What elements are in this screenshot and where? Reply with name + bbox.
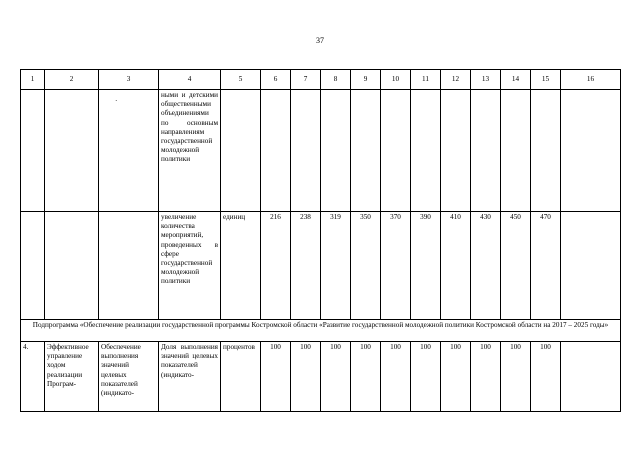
table-row xyxy=(21,342,621,412)
table-row xyxy=(21,90,621,212)
header-cell: 15 xyxy=(531,70,561,90)
header-cell: 2 xyxy=(45,70,99,90)
task-cell: Обеспечение выполнения значений целевых показателей (индикато- xyxy=(99,342,159,412)
value-cell: 100 xyxy=(531,342,561,412)
value-cell: 100 xyxy=(261,342,291,412)
goal-cell: Эффективное управление ходом реализации Програм- xyxy=(45,342,99,412)
header-cell: 8 xyxy=(321,70,351,90)
header-cell: 6 xyxy=(261,70,291,90)
header-cell: 3 xyxy=(99,70,159,90)
value-cell: 100 xyxy=(291,342,321,412)
header-cell: 14 xyxy=(501,70,531,90)
indicator-name-cell: ными и детскими общественными объединениями по основным направлениям государственной молодежной политики xyxy=(159,90,221,212)
value-cell: 100 xyxy=(321,342,351,412)
table-row xyxy=(21,212,621,320)
header-cell: 10 xyxy=(381,70,411,90)
value-cell: 100 xyxy=(351,342,381,412)
header-row xyxy=(21,70,621,90)
header-cell: 13 xyxy=(471,70,501,90)
header-cell: 4 xyxy=(159,70,221,90)
value-cell: 430 xyxy=(471,212,501,320)
stray-mark: · xyxy=(115,97,118,105)
value-cell: 350 xyxy=(351,212,381,320)
indicator-name-cell: Доля выполнения значений целевых показателей (индикато- xyxy=(159,342,221,412)
indicator-name-cell: увеличение количества мероприятий, проведенных в сфере государственной молодежной политики xyxy=(159,212,221,320)
value-cell: 319 xyxy=(321,212,351,320)
subprogram-title: Подпрограмма «Обеспечение реализации государственной программы Костромской области «Развитие государственной молодежной политики Костромской области на 2017 – 2025 годы» xyxy=(21,320,621,342)
value-cell: 100 xyxy=(411,342,441,412)
header-cell: 1 xyxy=(21,70,45,90)
value-cell: 238 xyxy=(291,212,321,320)
header-cell: 5 xyxy=(221,70,261,90)
header-cell: 9 xyxy=(351,70,381,90)
unit-cell: единиц xyxy=(221,212,261,320)
value-cell: 390 xyxy=(411,212,441,320)
unit-cell: процентов xyxy=(221,342,261,412)
value-cell: 100 xyxy=(381,342,411,412)
header-cell: 7 xyxy=(291,70,321,90)
value-cell: 216 xyxy=(261,212,291,320)
value-cell: 100 xyxy=(441,342,471,412)
value-cell: 410 xyxy=(441,212,471,320)
value-cell: 370 xyxy=(381,212,411,320)
value-cell: 450 xyxy=(501,212,531,320)
page-number: 37 xyxy=(316,36,324,45)
header-cell: 16 xyxy=(561,70,621,90)
subprogram-row xyxy=(21,320,621,342)
value-cell: 100 xyxy=(471,342,501,412)
value-cell: 100 xyxy=(501,342,531,412)
header-cell: 11 xyxy=(411,70,441,90)
header-cell: 12 xyxy=(441,70,471,90)
indicator-table xyxy=(20,69,621,412)
value-cell: 470 xyxy=(531,212,561,320)
row-number-cell: 4. xyxy=(21,342,45,412)
